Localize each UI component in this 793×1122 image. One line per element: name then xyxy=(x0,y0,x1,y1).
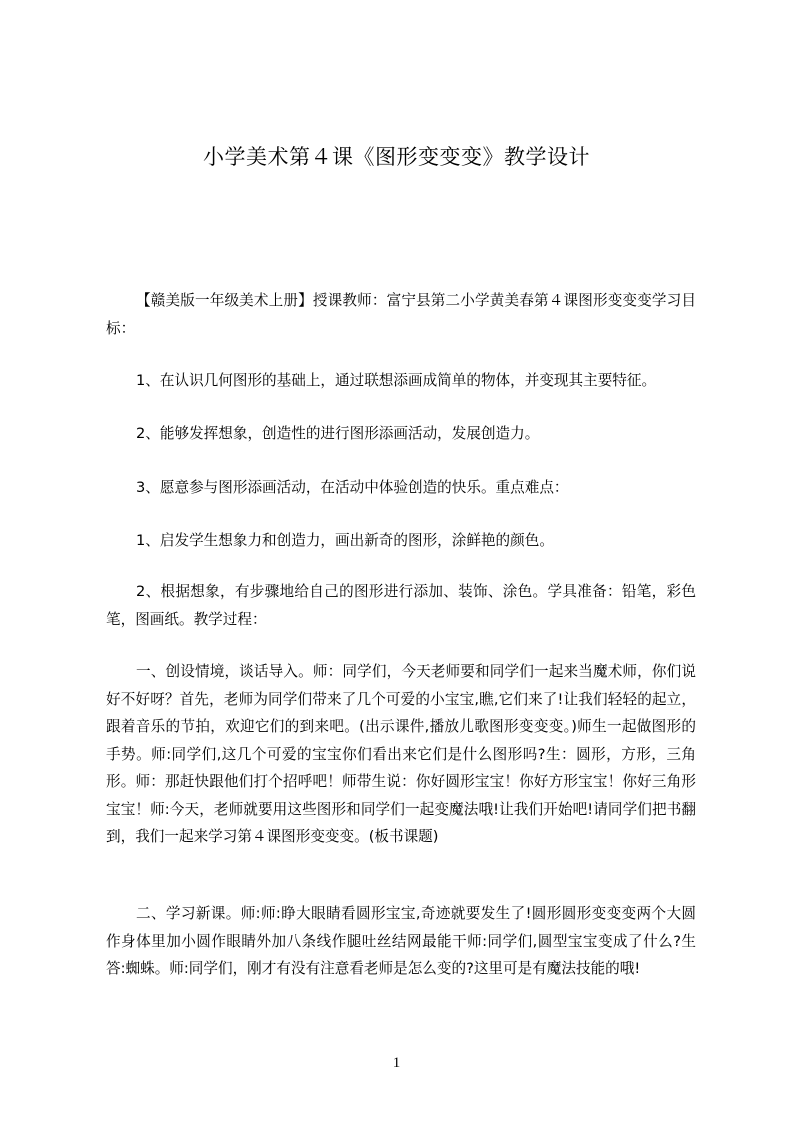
paragraph-objective-1: 1、在认识几何图形的基础上，通过联想添画成简单的物体，并变现其主要特征。 xyxy=(136,372,657,389)
paragraph-step-2: 二、学习新课。师:师:睁大眼睛看圆形宝宝,奇迹就要发生了!圆形圆形变变变两个大圆作身体里加小圆作眼睛外加八条线作腿吐丝结网最能干师:同学们,圆型宝宝变成了什么?生答:蜘蛛。师:同学们，刚才有没有注意看老师是怎么变的?这里可是有魔法技能的哦! xyxy=(106,905,696,977)
paragraph-intro: 【赣美版一年级美术上册】授课教师：富宁县第二小学黄美春第４课图形变变变学习目标： xyxy=(106,292,696,337)
paragraph-step-1: 一、创设情境，谈话导入。师：同学们，今天老师要和同学们一起来当魔术师，你们说好不好呀？首先，老师为同学们带来了几个可爱的小宝宝,瞧,它们来了!让我们轻轻的起立，跟着音乐的节拍，欢迎它们的到来吧。(出示课件,播放儿歌图形变变变。)师生一起做图形的手势。师:同学们,这几个可爱的宝宝你们看出来它们是什么图形吗?生：圆形，方形，三角形。师：那赶快跟他们打个招呼吧！师带生说：你好圆形宝宝！你好方形宝宝！你好三角形宝宝！师:今天，老师就要用这些图形和同学们一起变魔法哦!让我们开始吧!请同学们把书翻到，我们一起来学习第４课图形变变变。(板书课题) xyxy=(106,663,696,845)
paragraph-objective-2: 2、能够发挥想象，创造性的进行图形添画活动，发展创造力。 xyxy=(136,425,540,442)
page-number: 1 xyxy=(392,1055,401,1071)
document-title: 小学美术第４课《图形变变变》教学设计 xyxy=(203,145,590,169)
paragraph-key-point-2: 2、根据想象，有步骤地给自己的图形进行添加、装饰、涂色。学具准备：铅笔，彩色笔，图画纸。教学过程： xyxy=(106,583,696,628)
paragraph-objective-3: 3、愿意参与图形添画活动，在活动中体验创造的快乐。重点难点： xyxy=(136,479,569,496)
paragraph-key-point-1: 1、启发学生想象力和创造力，画出新奇的图形，涂鲜艳的颜色。 xyxy=(136,532,554,549)
